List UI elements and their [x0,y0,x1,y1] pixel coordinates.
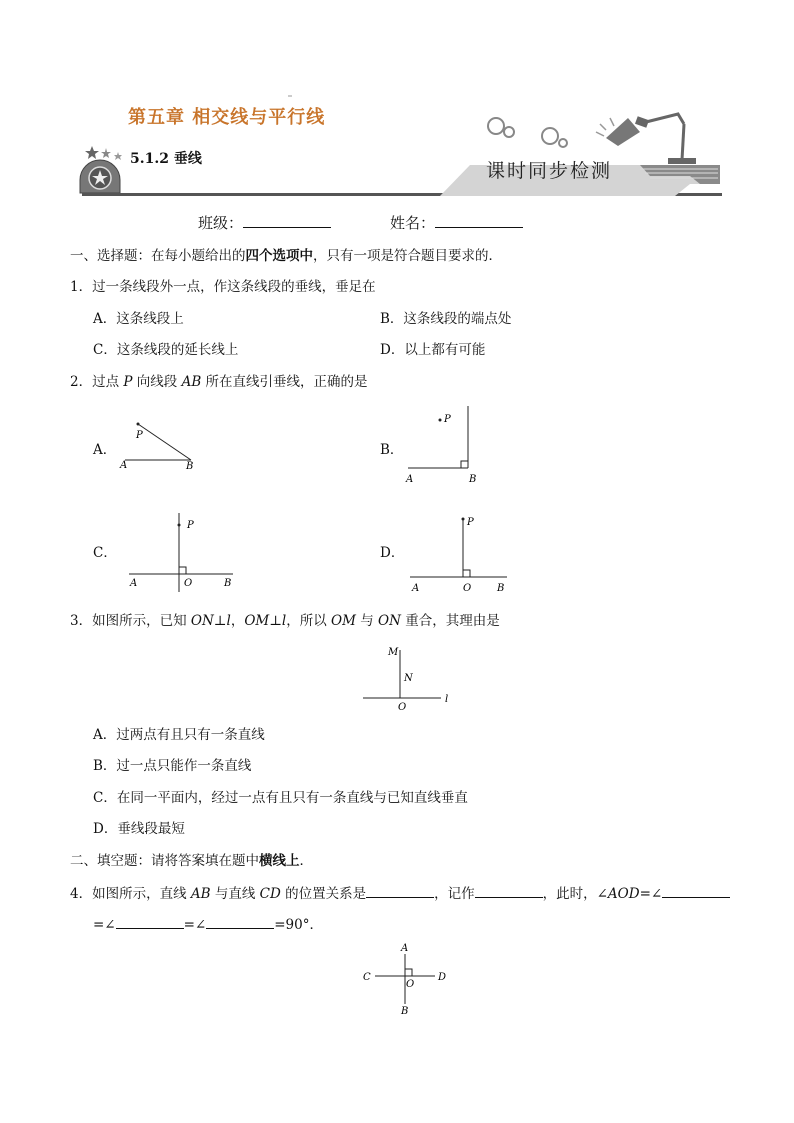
q4-blank-angle2[interactable] [116,914,184,929]
name-field [390,212,523,233]
q1-option-b[interactable]: B．这条线段的端点处 [380,311,512,327]
svg-text:B: B [224,578,232,589]
label-m: M [388,647,399,658]
q3-option-c[interactable]: C．在同一平面内，经过一点有且只有一条直线与已知直线垂直 [93,790,468,806]
q2-figure-b [398,402,488,488]
label-p: P [136,430,143,441]
q3-option-d[interactable]: D．垂线段最短 [93,821,185,837]
label-a: A [120,460,128,471]
q2-option-b[interactable]: B． [380,442,404,458]
section-title: 5.1.2 垂线 [130,151,202,167]
label-o: O [398,702,407,713]
class-blank[interactable] [243,213,331,228]
bubble-icon [504,127,514,137]
q1-option-a[interactable]: A．这条线段上 [93,311,184,327]
q2-figure-d [405,508,515,594]
q1-option-c[interactable]: C．这条线段的延长线上 [93,342,239,358]
q4-line1: 4．如图所示，直线 AB 与直线 CD 的位置关系是 ，记作 ，此时，∠AOD=∠ [70,883,730,903]
q3-option-a[interactable]: A．过两点有且只有一条直线 [93,727,265,743]
q4-blank-notation[interactable] [475,883,543,898]
svg-text:O: O [184,578,193,589]
svg-text:B: B [497,583,505,594]
label-o: O [406,979,415,990]
name-label: 姓名： [390,214,436,232]
q4-line2: =∠ =∠ =90°． [93,914,323,934]
svg-text:P: P [467,517,474,528]
label-n: N [404,673,413,684]
svg-text:O: O [463,583,472,594]
q4-blank-angle3[interactable] [206,914,274,929]
q3-figure [355,640,460,715]
q2-option-c[interactable]: C． [93,545,117,561]
star-icon [85,146,99,159]
class-label: 班级： [198,214,244,232]
q2-option-a[interactable]: A． [93,442,117,458]
svg-text:A: A [406,474,414,485]
q2-figure-c [125,510,240,595]
header-decoration [0,0,794,200]
label-d: D [438,972,447,983]
label-c: C [363,972,371,983]
q2-figure-a [115,415,205,475]
part2-heading: 二、填空题：请将答案填在题中横线上． [70,853,313,869]
class-field [198,212,331,233]
label-a: A [401,943,409,954]
svg-text:P: P [187,520,194,531]
svg-text:A: A [412,583,420,594]
svg-text:A: A [130,578,138,589]
banner-title: 课时同步检测 [486,160,613,182]
q2-stem: 2．过点 P 向线段 AB 所在直线引垂线，正确的是 [70,374,368,390]
q4-blank-relation[interactable] [366,883,434,898]
q4-blank-angle1[interactable] [662,883,730,898]
q1-stem: 1．过一条线段外一点，作这条线段的垂线，垂足在 [70,279,376,295]
label-l: l [445,694,449,705]
q1-option-d[interactable]: D．以上都有可能 [380,342,486,358]
chapter-title: 第五章 相交线与平行线 [128,107,326,128]
star-icon [114,152,122,160]
svg-text:B: B [469,474,477,485]
part1-heading: 一、选择题：在每小题给出的四个选项中，只有一项是符合题目要求的． [70,248,502,264]
star-icon [101,148,111,158]
label-b: B [401,1006,409,1017]
bubble-icon [559,139,567,147]
q4-figure [358,940,453,1020]
q3-option-b[interactable]: B．过一点只能作一条直线 [93,758,252,774]
q3-stem: 3．如图所示，已知 ON⊥l，OM⊥l，所以 OM 与 ON 重合，其理由是 [70,613,500,629]
q2-option-d[interactable]: D． [380,545,405,561]
svg-text:P: P [444,414,451,425]
bubble-icon [488,118,504,134]
name-blank[interactable] [435,213,523,228]
label-b: B [186,461,194,472]
bubble-icon [542,128,558,144]
